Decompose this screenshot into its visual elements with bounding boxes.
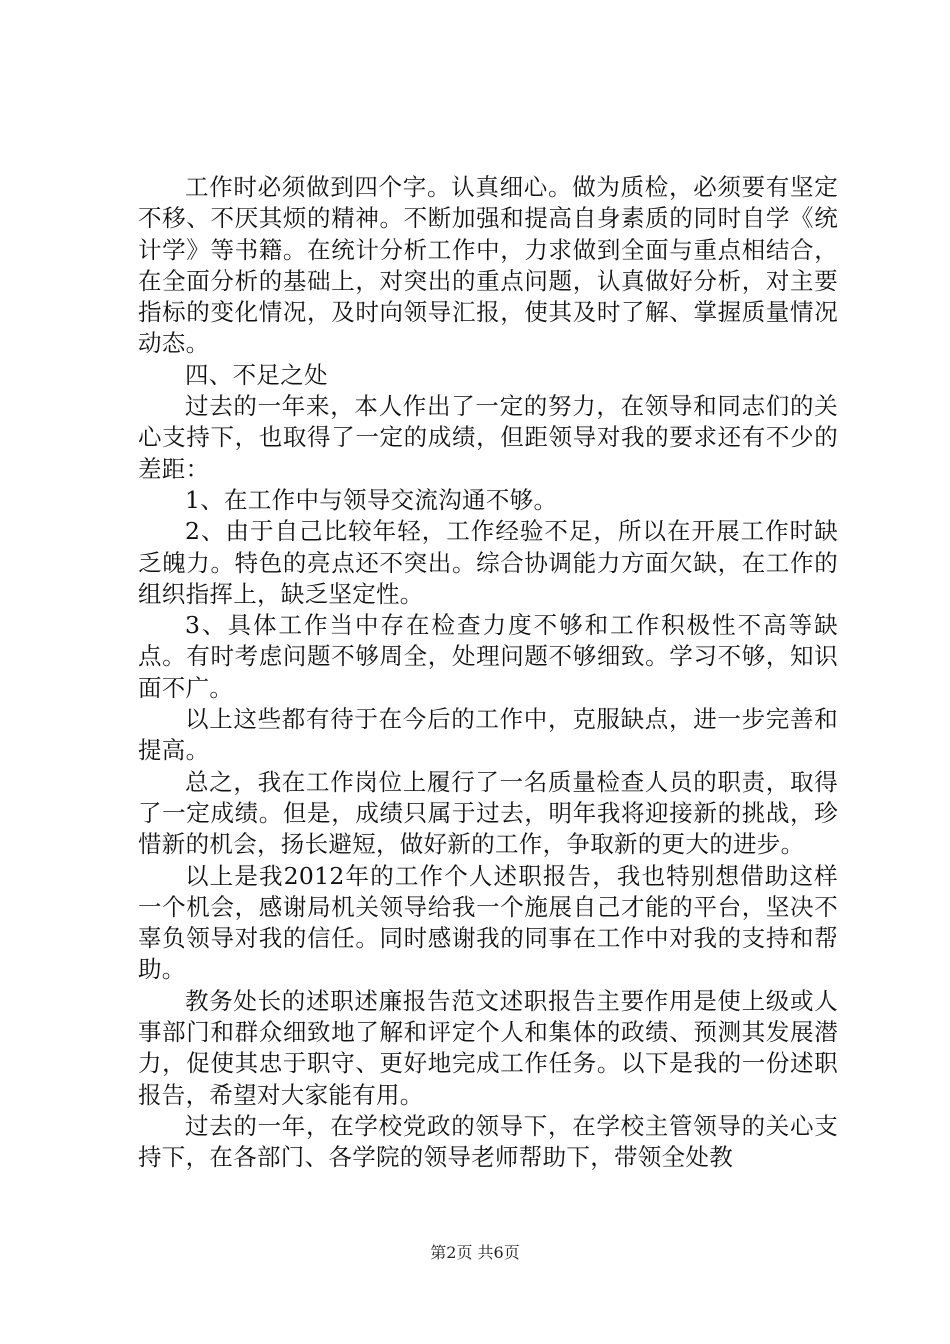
- section-heading: 四、不足之处: [185, 360, 328, 389]
- paragraph: 过去的一年来，本人作出了一定的努力，在领导和同志们的关心支持下，也取得了一定的成绩，但距领导对我的要求还有不少的差距：: [138, 392, 838, 483]
- list-item: 3、具体工作当中存在检查力度不够和工作积极性不高等缺点。有时考虑问题不够周全，处理问题不够细致。学习不够，知识面不广。: [138, 611, 838, 702]
- paragraph: 以上是我2012年的工作个人述职报告，我也特别想借助这样一个机会，感谢局机关领导给我一个施展自己才能的平台，坚决不辜负领导对我的信任。同时感谢我的同事在工作中对我的支持和帮助。: [138, 861, 838, 984]
- paragraph: 总之，我在工作岗位上履行了一名质量检查人员的职责，取得了一定成绩。但是，成绩只属于过去，明年我将迎接新的挑战，珍惜新的机会，扬长避短，做好新的工作，争取新的更大的进步。: [138, 767, 838, 859]
- page-number-footer: 第2页 共6页: [430, 1243, 520, 1262]
- paragraph: 教务处长的述职述廉报告范文述职报告主要作用是使上级或人事部门和群众细致地了解和评定个人和集体的政绩、预测其发展潜力，促使其忠于职守、更好地完成工作任务。以下是我的一份述职报告，希望对大家能有用。: [138, 986, 838, 1109]
- list-item: 1、在工作中与领导交流沟通不够。: [185, 485, 558, 514]
- document-body: [138, 172, 838, 1174]
- paragraph: 过去的一年，在学校党政的领导下，在学校主管领导的关心支持下，在各部门、各学院的领导老师帮助下，带领全处教: [138, 1111, 838, 1172]
- paragraph: 工作时必须做到四个字。认真细心。做为质检，必须要有坚定不移、不厌其烦的精神。不断加强和提高自身素质的同时自学《统计学》等书籍。在统计分析工作中，力求做到全面与重点相结合，在全面分析的基础上，对突出的重点问题，认真做好分析，对主要指标的变化情况，及时向领导汇报，使其及时了解、掌握质量情况动态。: [138, 173, 838, 358]
- list-item: 2、由于自己比较年轻，工作经验不足，所以在开展工作时缺乏魄力。特色的亮点还不突出。综合协调能力方面欠缺，在工作的组织指挥上，缺乏坚定性。: [138, 517, 838, 608]
- paragraph: 以上这些都有待于在今后的工作中，克服缺点，进一步完善和提高。: [138, 705, 838, 765]
